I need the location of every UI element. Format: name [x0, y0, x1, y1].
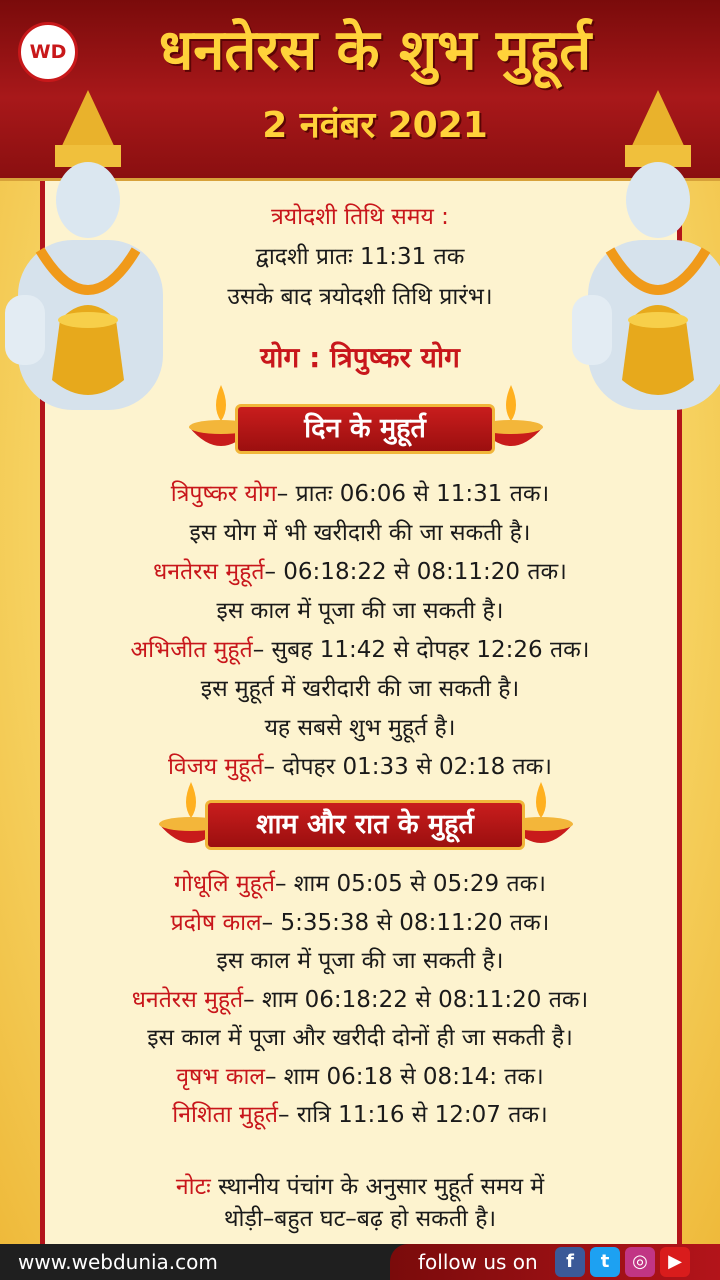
muhurat-label: वृषभ काल	[176, 1063, 265, 1090]
facebook-icon[interactable]: f	[555, 1247, 585, 1277]
muhurat-text: – शाम 05:05 से 05:29 तक।	[274, 871, 546, 897]
evening-night-muhurat-banner: शाम और रात के मुहूर्त	[205, 800, 525, 850]
muhurat-label: धनतेरस मुहूर्त	[153, 559, 265, 585]
muhurat-line	[0, 983, 720, 1017]
muhurat-text: – शाम 06:18 से 08:14: तक।	[265, 1063, 544, 1090]
note-line-1: नोटः स्थानीय पंचांग के अनुसार मुहूर्त समय में	[175, 1174, 545, 1200]
muhurat-text: – शाम 06:18:22 से 08:11:20 तक।	[243, 986, 589, 1013]
muhurat-text: – 5:35:38 से 08:11:20 तक।	[261, 909, 550, 936]
muhurat-line	[0, 672, 720, 706]
muhurat-line	[0, 750, 720, 784]
muhurat-text: – प्रातः 06:06 से 11:31 तक।	[276, 481, 550, 507]
muhurat-line	[0, 1060, 720, 1094]
muhurat-text: – 06:18:22 से 08:11:20 तक।	[264, 559, 567, 585]
muhurat-text: यह सबसे शुभ मुहूर्त है।	[264, 715, 456, 741]
instagram-icon[interactable]: ◎	[625, 1247, 655, 1277]
muhurat-line	[0, 1021, 720, 1055]
muhurat-label: प्रदोष काल	[170, 909, 262, 936]
tithi-line-1: द्वादशी प्रातः 11:31 तक	[255, 244, 465, 270]
muhurat-text: – दोपहर 01:33 से 02:18 तक।	[263, 754, 553, 780]
muhurat-label: धनतेरस मुहूर्त	[131, 986, 244, 1013]
muhurat-label: त्रिपुष्कर योग	[170, 481, 277, 507]
muhurat-line	[0, 594, 720, 628]
tithi-heading: त्रयोदशी तिथि समय :	[271, 204, 449, 230]
muhurat-line	[0, 633, 720, 667]
tithi-line-2: उसके बाद त्रयोदशी तिथि प्रारंभ।	[227, 284, 493, 310]
muhurat-label: अभिजीत मुहूर्त	[130, 637, 253, 663]
muhurat-text: इस मुहूर्त में खरीदारी की जा सकती है।	[200, 676, 520, 702]
muhurat-text: – रात्रि 11:16 से 12:07 तक।	[278, 1102, 548, 1128]
social-strip	[390, 1244, 720, 1280]
muhurat-line	[0, 477, 720, 511]
muhurat-label: गोधूलि मुहूर्त	[173, 871, 275, 897]
muhurat-line	[0, 944, 720, 978]
muhurat-line	[0, 867, 720, 901]
muhurat-text: इस काल में पूजा की जा सकती है।	[216, 948, 504, 974]
muhurat-text: – सुबह 11:42 से दोपहर 12:26 तक।	[252, 637, 590, 663]
page-title: धनतेरस के शुभ मुहूर्त	[158, 18, 592, 83]
muhurat-text: इस काल में पूजा और खरीदी दोनों ही जा सकती है।	[147, 1025, 573, 1051]
muhurat-line	[0, 906, 720, 940]
date-heading: 2 नवंबर 2021	[262, 105, 488, 146]
twitter-icon[interactable]: t	[590, 1247, 620, 1277]
muhurat-line	[0, 1098, 720, 1132]
muhurat-line	[0, 555, 720, 589]
muhurat-line	[0, 516, 720, 550]
muhurat-text: इस काल में पूजा की जा सकती है।	[216, 598, 504, 624]
muhurat-label: निशिता मुहूर्त	[172, 1102, 279, 1128]
website-link[interactable]: www.webdunia.com	[18, 1250, 218, 1274]
footer-bar	[0, 1244, 720, 1280]
follow-label: follow us on	[418, 1250, 538, 1274]
yoga-heading: योग : त्रिपुष्कर योग	[260, 341, 460, 374]
webdunia-logo[interactable]: WD	[18, 22, 78, 82]
muhurat-text: इस योग में भी खरीदारी की जा सकती है।	[189, 520, 531, 546]
youtube-icon[interactable]: ▶	[660, 1247, 690, 1277]
muhurat-line	[0, 711, 720, 745]
day-muhurat-banner: दिन के मुहूर्त	[235, 404, 495, 454]
note-line-2: थोड़ी–बहुत घट–बढ़ हो सकती है।	[223, 1206, 497, 1232]
muhurat-label: विजय मुहूर्त	[167, 754, 264, 780]
note-label: नोटः	[175, 1174, 211, 1200]
